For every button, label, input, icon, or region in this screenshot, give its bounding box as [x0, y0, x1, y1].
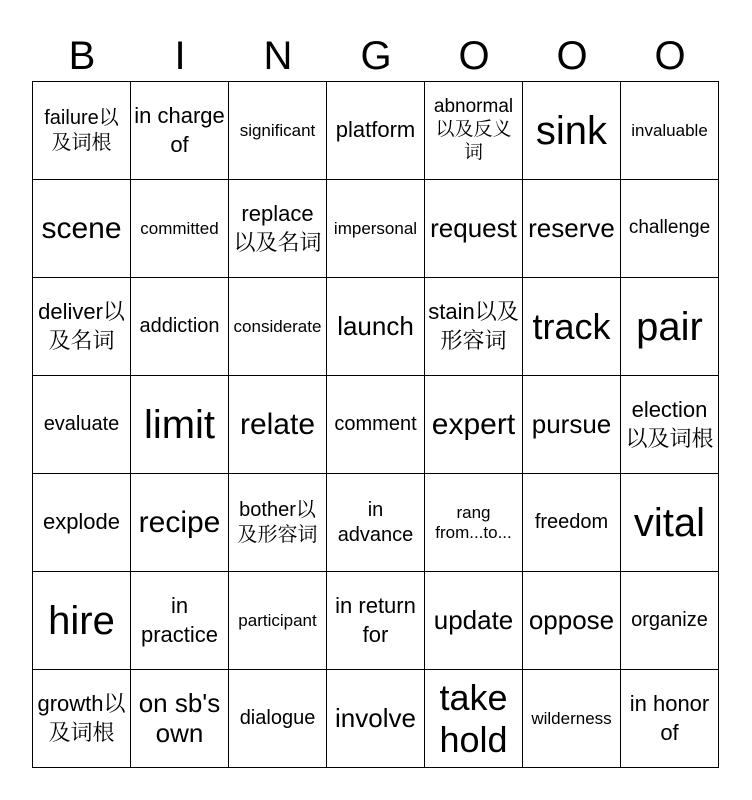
cell-text: considerate: [233, 316, 322, 336]
cell-text: challenge: [628, 217, 711, 239]
bingo-cell: [425, 670, 523, 768]
bingo-cell: [229, 376, 327, 474]
cell-text: significant: [239, 120, 316, 140]
bingo-cell: [327, 278, 425, 376]
cell-text: impersonal: [333, 218, 418, 238]
cell-text: comment: [334, 413, 417, 436]
cell-text: rang from...to...: [435, 503, 512, 542]
bingo-board: [32, 81, 719, 768]
bingo-cell: [425, 572, 523, 670]
bingo-header: [33, 30, 719, 82]
bingo-cell: [425, 376, 523, 474]
bingo-cell: [621, 82, 719, 180]
cell-text: limit: [143, 402, 216, 447]
bingo-cell: [229, 180, 327, 278]
bingo-cell: [131, 474, 229, 572]
cell-text: abnormal以及反义词: [433, 96, 514, 163]
bingo-cell: [523, 278, 621, 376]
header-letter: N: [263, 34, 293, 78]
cell-text: in advance: [337, 499, 414, 546]
cell-text: platform: [335, 117, 416, 143]
bingo-cell: [327, 474, 425, 572]
bingo-cell: [523, 670, 621, 768]
cell-text: pursue: [531, 408, 612, 439]
bingo-cell: [229, 278, 327, 376]
bingo-cell: [523, 180, 621, 278]
cell-text: stain以及形容词: [428, 298, 519, 353]
cell-text: track: [532, 305, 611, 347]
bingo-cell: [327, 82, 425, 180]
bingo-cell: [131, 670, 229, 768]
header-letter: G: [360, 34, 392, 78]
cell-text: on sb's own: [138, 687, 221, 748]
bingo-cell: [33, 180, 131, 278]
cell-text: take hold: [439, 677, 508, 760]
bingo-cell: [131, 278, 229, 376]
header-letter: I: [174, 34, 186, 78]
cell-text: hire: [48, 598, 115, 643]
cell-text: replace以及名词: [233, 200, 322, 255]
cell-text: failure以及词根: [44, 107, 119, 154]
bingo-cell: [33, 670, 131, 768]
cell-text: pair: [636, 304, 703, 349]
cell-text: in return for: [335, 592, 416, 647]
cell-text: election以及词根: [625, 396, 714, 451]
bingo-cell: [621, 572, 719, 670]
cell-text: request: [430, 212, 517, 243]
bingo-cell: [523, 376, 621, 474]
cell-text: sink: [535, 108, 608, 153]
cell-text: involve: [335, 702, 416, 733]
cell-text: launch: [337, 310, 414, 341]
bingo-cell: [327, 376, 425, 474]
cell-text: dialogue: [239, 707, 316, 730]
header-letter: O: [458, 34, 490, 78]
cell-text: growth以及词根: [37, 690, 126, 745]
header-letter: O: [556, 34, 588, 78]
cell-text: recipe: [138, 506, 221, 539]
bingo-cell: [621, 278, 719, 376]
cell-text: participant: [238, 610, 317, 630]
bingo-cell: [327, 670, 425, 768]
cell-text: reserve: [528, 212, 615, 243]
bingo-cell: [33, 474, 131, 572]
bingo-cell: [425, 180, 523, 278]
cell-text: scene: [41, 212, 122, 245]
bingo-cell: [425, 278, 523, 376]
cell-text: wilderness: [531, 708, 612, 728]
bingo-cell: [229, 670, 327, 768]
bingo-cell: [523, 572, 621, 670]
bingo-cell: [33, 82, 131, 180]
bingo-cell: [33, 572, 131, 670]
cell-text: explode: [42, 509, 121, 535]
cell-text: invaluable: [631, 120, 708, 140]
header-letter: O: [654, 34, 686, 78]
cell-text: expert: [431, 408, 516, 441]
bingo-cell: [425, 82, 523, 180]
bingo-cell: [621, 474, 719, 572]
bingo-cell: [425, 474, 523, 572]
cell-text: committed: [140, 218, 219, 238]
bingo-cell: [229, 572, 327, 670]
bingo-cell: [33, 278, 131, 376]
cell-text: freedom: [534, 511, 609, 534]
cell-text: evaluate: [43, 413, 120, 436]
bingo-cell: [327, 180, 425, 278]
cell-text: organize: [631, 609, 708, 632]
header-letter: B: [68, 34, 96, 78]
cell-text: deliver以及名词: [38, 298, 125, 353]
cell-text: bother以及形容词: [237, 499, 318, 546]
bingo-cell: [621, 180, 719, 278]
cell-text: oppose: [528, 604, 615, 635]
cell-text: relate: [239, 408, 316, 441]
bingo-cell: [131, 376, 229, 474]
bingo-cell: [229, 474, 327, 572]
bingo-cell: [33, 376, 131, 474]
bingo-cell: [621, 376, 719, 474]
bingo-cell: [131, 180, 229, 278]
cell-text: addiction: [139, 315, 220, 338]
bingo-cell: [523, 82, 621, 180]
cell-text: in honor of: [629, 690, 710, 745]
cell-text: update: [433, 604, 514, 635]
bingo-cell: [131, 572, 229, 670]
bingo-cell: [621, 670, 719, 768]
bingo-cell: [229, 82, 327, 180]
cell-text: vital: [633, 500, 706, 545]
bingo-cell: [327, 572, 425, 670]
cell-text: in charge of: [134, 102, 225, 157]
bingo-cell: [131, 82, 229, 180]
cell-text: in practice: [140, 592, 219, 647]
bingo-cell: [523, 474, 621, 572]
